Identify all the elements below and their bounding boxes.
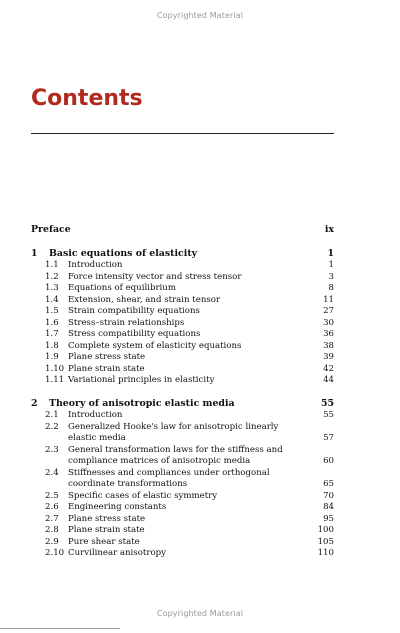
toc-section-entry[interactable] <box>31 410 334 422</box>
section-number: 1.1 <box>45 260 59 270</box>
section-number: 1.10 <box>45 363 65 374</box>
heading-rule <box>31 133 334 134</box>
section-page-number: 11 <box>323 294 334 305</box>
preface-title: Preface <box>31 224 71 235</box>
toc-section-entry[interactable] <box>31 514 334 526</box>
section-page-number: 27 <box>323 306 334 316</box>
section-title: Specific cases of elastic symmetry <box>68 490 218 501</box>
section-page-number: 60 <box>323 456 334 466</box>
chapter-title: Theory of anisotropic elastic media <box>49 397 235 409</box>
section-number: 2.3 <box>45 444 59 455</box>
section-title: Engineering constants <box>68 502 167 512</box>
chapter-block <box>31 398 334 560</box>
toc-section-entry[interactable] <box>31 422 334 445</box>
section-title: Extension, shear, and strain tensor <box>68 294 221 305</box>
section-title: Stress compatibility equations <box>68 329 201 339</box>
toc-section-entry[interactable] <box>31 272 334 284</box>
toc-section-entry[interactable] <box>31 341 334 353</box>
section-title: Introduction <box>68 260 123 270</box>
section-page-number: 105 <box>317 536 334 547</box>
copyright-watermark-bottom: Copyrighted Material <box>156 609 244 618</box>
section-number: 2.6 <box>45 502 59 512</box>
preface-page-number: ix <box>324 224 334 235</box>
contents-heading: Contents <box>31 86 143 111</box>
section-title: General transformation laws for the stiffness and compliance matrices of anisotropic media <box>68 444 283 466</box>
chapter-page-number: 1 <box>327 247 334 259</box>
chapter-block <box>31 248 334 387</box>
section-title: Plane strain state <box>68 363 145 374</box>
section-page-number: 38 <box>323 340 334 351</box>
section-number: 1.3 <box>45 283 59 293</box>
toc-section-entry[interactable] <box>31 468 334 491</box>
toc-section-entry[interactable] <box>31 283 334 295</box>
section-title: Curvilinear anisotropy <box>68 548 166 558</box>
section-number: 2.1 <box>45 410 59 420</box>
toc-section-entry[interactable] <box>31 364 334 376</box>
section-number: 1.5 <box>45 306 59 316</box>
section-title: Pure shear state <box>68 536 140 547</box>
section-title: Plane strain state <box>68 525 145 535</box>
section-page-number: 8 <box>328 283 334 293</box>
section-page-number: 1 <box>328 260 334 270</box>
toc-chapter-entry[interactable] <box>31 248 334 260</box>
section-number: 2.8 <box>45 525 59 535</box>
chapter-title: Basic equations of elasticity <box>49 247 198 259</box>
section-page-number: 65 <box>323 479 334 489</box>
table-of-contents <box>31 224 334 571</box>
toc-section-entry[interactable] <box>31 525 334 537</box>
section-number: 1.2 <box>45 271 59 282</box>
section-page-number: 100 <box>317 525 334 535</box>
section-number: 1.4 <box>45 294 59 305</box>
section-number: 2.2 <box>45 421 59 432</box>
toc-section-entry[interactable] <box>31 491 334 503</box>
section-page-number: 95 <box>323 513 334 524</box>
section-number: 1.7 <box>45 329 59 339</box>
section-page-number: 84 <box>323 502 334 512</box>
toc-section-entry[interactable] <box>31 260 334 272</box>
toc-section-entry[interactable] <box>31 548 334 560</box>
toc-section-entry[interactable] <box>31 295 334 307</box>
section-page-number: 70 <box>323 490 334 501</box>
bottom-rule <box>0 628 120 629</box>
section-page-number: 55 <box>323 410 334 420</box>
section-number: 1.11 <box>45 375 65 385</box>
section-title: Variational principles in elasticity <box>68 375 215 385</box>
section-number: 2.10 <box>45 548 65 558</box>
section-page-number: 42 <box>323 363 334 374</box>
chapter-number: 2 <box>31 397 38 409</box>
copyright-watermark-top: Copyrighted Material <box>156 11 244 20</box>
section-number: 1.8 <box>45 340 59 351</box>
section-number: 2.4 <box>45 467 59 478</box>
section-number: 2.5 <box>45 490 59 501</box>
section-page-number: 110 <box>317 548 334 558</box>
section-page-number: 44 <box>323 375 334 385</box>
section-number: 2.9 <box>45 536 59 547</box>
section-title: Stiffnesses and compliances under orthogonal coordinate transformations <box>68 467 270 489</box>
chapter-number: 1 <box>31 247 38 259</box>
section-title: Equations of equilibrium <box>68 283 176 293</box>
chapter-list <box>31 248 334 560</box>
section-page-number: 39 <box>323 352 334 362</box>
section-title: Force intensity vector and stress tensor <box>68 271 242 282</box>
chapter-page-number: 55 <box>320 397 334 409</box>
section-title: Plane stress state <box>68 513 146 524</box>
section-number: 1.9 <box>45 352 59 362</box>
section-page-number: 3 <box>328 271 334 282</box>
toc-section-entry[interactable] <box>31 352 334 364</box>
toc-section-entry[interactable] <box>31 306 334 318</box>
toc-section-entry[interactable] <box>31 329 334 341</box>
section-title: Strain compatibility equations <box>68 306 200 316</box>
section-title: Stress–strain relationships <box>68 317 185 328</box>
section-page-number: 30 <box>323 317 334 328</box>
toc-section-entry[interactable] <box>31 375 334 387</box>
section-title: Generalized Hooke's law for anisotropic linearly elastic media <box>68 421 279 443</box>
section-page-number: 57 <box>323 433 334 443</box>
toc-chapter-entry[interactable] <box>31 398 334 410</box>
section-title: Plane stress state <box>68 352 146 362</box>
section-title: Introduction <box>68 410 123 420</box>
toc-section-entry[interactable] <box>31 318 334 330</box>
toc-section-entry[interactable] <box>31 445 334 468</box>
section-page-number: 36 <box>323 329 334 339</box>
toc-section-entry[interactable] <box>31 502 334 514</box>
toc-preface-entry[interactable] <box>31 224 334 236</box>
section-number: 2.7 <box>45 513 59 524</box>
toc-section-entry[interactable] <box>31 537 334 549</box>
section-title: Complete system of elasticity equations <box>68 340 242 351</box>
section-number: 1.6 <box>45 317 59 328</box>
